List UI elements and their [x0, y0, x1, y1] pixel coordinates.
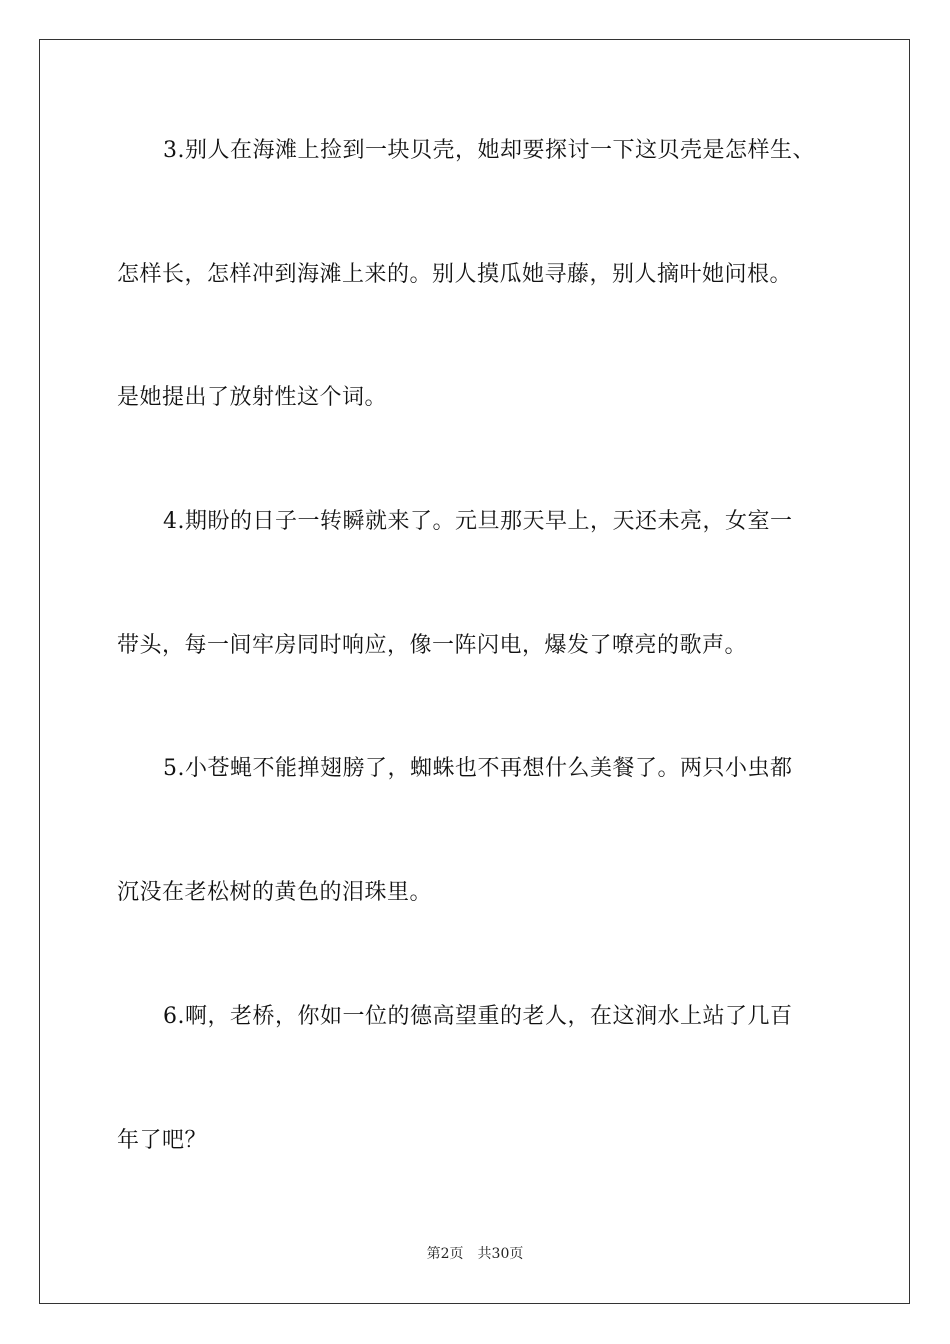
paragraph-3-line-3: 是她提出了放射性这个词。 — [117, 385, 388, 410]
page-footer — [0, 1244, 950, 1264]
page-border — [39, 39, 910, 1304]
total-pages: 共30页 — [477, 1246, 524, 1262]
paragraph-3-line-1: 3.别人在海滩上捡到一块贝壳，她却要探讨一下这贝壳是怎样生、 — [163, 138, 815, 163]
paragraph-4-line-1: 4.期盼的日子一转瞬就来了。元旦那天早上，天还未亮，女室一 — [163, 509, 793, 534]
paragraph-3-line-2: 怎样长，怎样冲到海滩上来的。别人摸瓜她寻藤，别人摘叶她问根。 — [117, 262, 793, 287]
paragraph-6-line-2: 年了吧？ — [117, 1128, 208, 1153]
paragraph-5-line-2: 沉没在老松树的黄色的泪珠里。 — [117, 880, 433, 905]
paragraph-6-line-1: 6.啊，老桥，你如一位的德高望重的老人，在这涧水上站了几百 — [163, 1004, 793, 1029]
paragraph-4-line-2: 带头，每一间牢房同时响应，像一阵闪电，爆发了嘹亮的歌声。 — [117, 633, 748, 658]
paragraph-5-line-1: 5.小苍蝇不能掸翅膀了，蜘蛛也不再想什么美餐了。两只小虫都 — [163, 756, 793, 781]
page-number: 第2页 — [426, 1246, 464, 1262]
